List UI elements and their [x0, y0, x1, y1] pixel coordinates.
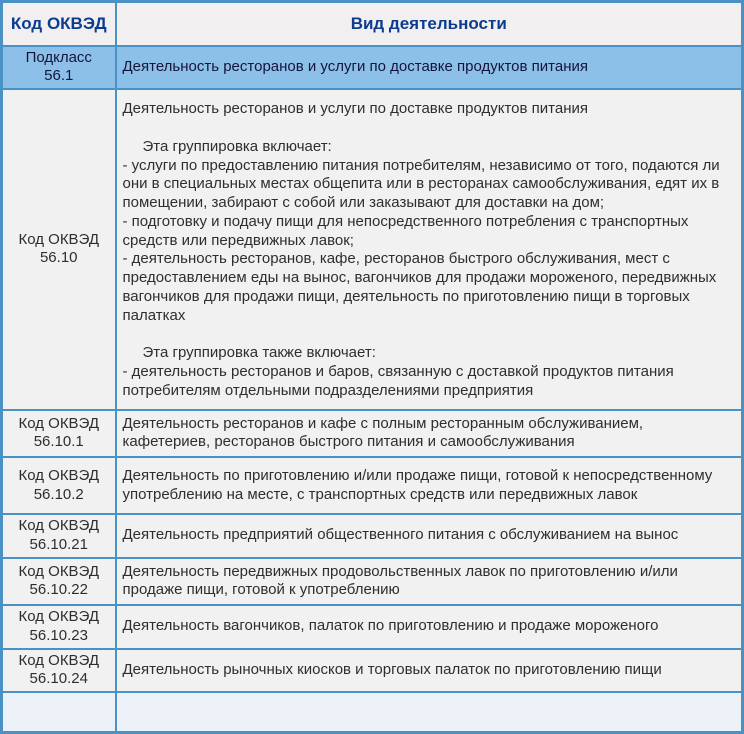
- table-row-56-10-22: [2, 558, 743, 606]
- code-label: Код ОКВЭД: [18, 651, 100, 669]
- code-cell: [2, 558, 116, 606]
- activity-cell: Деятельность рыночных киосков и торговых палаток по приготовлению пищи: [116, 649, 743, 693]
- code-cell: [2, 692, 116, 732]
- code-value: 56.10.1: [33, 433, 84, 451]
- table-row-subclass-56-1: [2, 46, 743, 90]
- also-includes-item: - деятельность ресторанов и баров, связанную с доставкой продуктов питания потребителям отдельными подразделениями предприятия: [122, 363, 674, 399]
- activity-title: Деятельность ресторанов и услуги по доставке продуктов питания: [122, 100, 588, 117]
- code-cell: [2, 514, 116, 558]
- code-cell: [2, 410, 116, 458]
- activity-cell: [116, 692, 743, 732]
- code-cell: [2, 46, 116, 90]
- table-row-56-10: [2, 89, 743, 410]
- column-header-activity: Вид деятельности: [116, 2, 743, 46]
- includes-label: Эта группировка включает:: [142, 137, 332, 155]
- table-row-56-10-2: [2, 457, 743, 514]
- activity-cell: Деятельность предприятий общественного питания с обслуживанием на вынос: [116, 514, 743, 558]
- activity-cell: Деятельность ресторанов и кафе с полным ресторанным обслуживанием, кафетериев, ресторанов быстрого питания и самообслуживания: [116, 410, 743, 458]
- code-value: 56.10.2: [33, 485, 84, 503]
- code-label: Код ОКВЭД: [18, 517, 100, 534]
- includes-item: - деятельность ресторанов, кафе, ресторанов быстрого обслуживания, мест с предоставлением еды на вынос, вагончиков для продажи мороженого, передвижных вагончиков для продажи пищи, деятельность по приготовлению пищи в торговых палатках: [122, 250, 717, 324]
- code-cell: [2, 605, 116, 649]
- code-value: 56.10.22: [29, 581, 88, 599]
- code-cell: [2, 649, 116, 693]
- activity-cell: Деятельность передвижных продовольственных лавок по приготовлению и/или продаже пищи, готовой к употреблению: [116, 558, 743, 606]
- code-label: Код ОКВЭД: [18, 414, 100, 432]
- column-header-code: Код ОКВЭД: [2, 2, 116, 46]
- includes-item: - услуги по предоставлению питания потребителям, независимо от того, подаются ли они в специальных местах общепита или в ресторанах самообслуживания, едят их в помещении, забирают с собой или заказывают для доставки на дом;: [122, 156, 720, 211]
- activity-cell: Деятельность вагончиков, палаток по приготовлению и продаже мороженого: [116, 605, 743, 649]
- also-includes-label: Эта группировка также включает:: [142, 344, 376, 362]
- code-value: 56.10: [39, 249, 78, 267]
- includes-item: - подготовку и подачу пищи для непосредственного потребления с транспортных средств или передвижных лавок;: [122, 212, 689, 249]
- code-label: Код ОКВЭД: [18, 562, 100, 580]
- code-cell: [2, 89, 116, 410]
- code-label: Код ОКВЭД: [18, 230, 100, 248]
- code-value: 56.10.23: [29, 626, 88, 644]
- table-row-56-10-24: [2, 649, 743, 693]
- table-row-56-10-21: [2, 514, 743, 558]
- header-row: [2, 2, 743, 46]
- activity-cell: Деятельность ресторанов и услуги по доставке продуктов питания: [116, 46, 743, 90]
- table-row-56-10-23: [2, 605, 743, 649]
- code-label: Подкласс: [25, 48, 92, 66]
- code-value: 56.1: [44, 67, 74, 85]
- code-cell: [2, 457, 116, 514]
- activity-cell: Деятельность по приготовлению и/или продаже пищи, готовой к непосредственному употреблению на месте, с транспортных средств или передвижных лавок: [116, 457, 743, 514]
- code-value: 56.10.21: [29, 535, 88, 553]
- table-row-partial: [2, 692, 743, 732]
- code-label: Код ОКВЭД: [18, 466, 100, 484]
- code-value: 56.10.24: [29, 670, 88, 688]
- activity-cell: [116, 89, 743, 410]
- table-row-56-10-1: [2, 410, 743, 458]
- code-label: Код ОКВЭД: [18, 608, 100, 625]
